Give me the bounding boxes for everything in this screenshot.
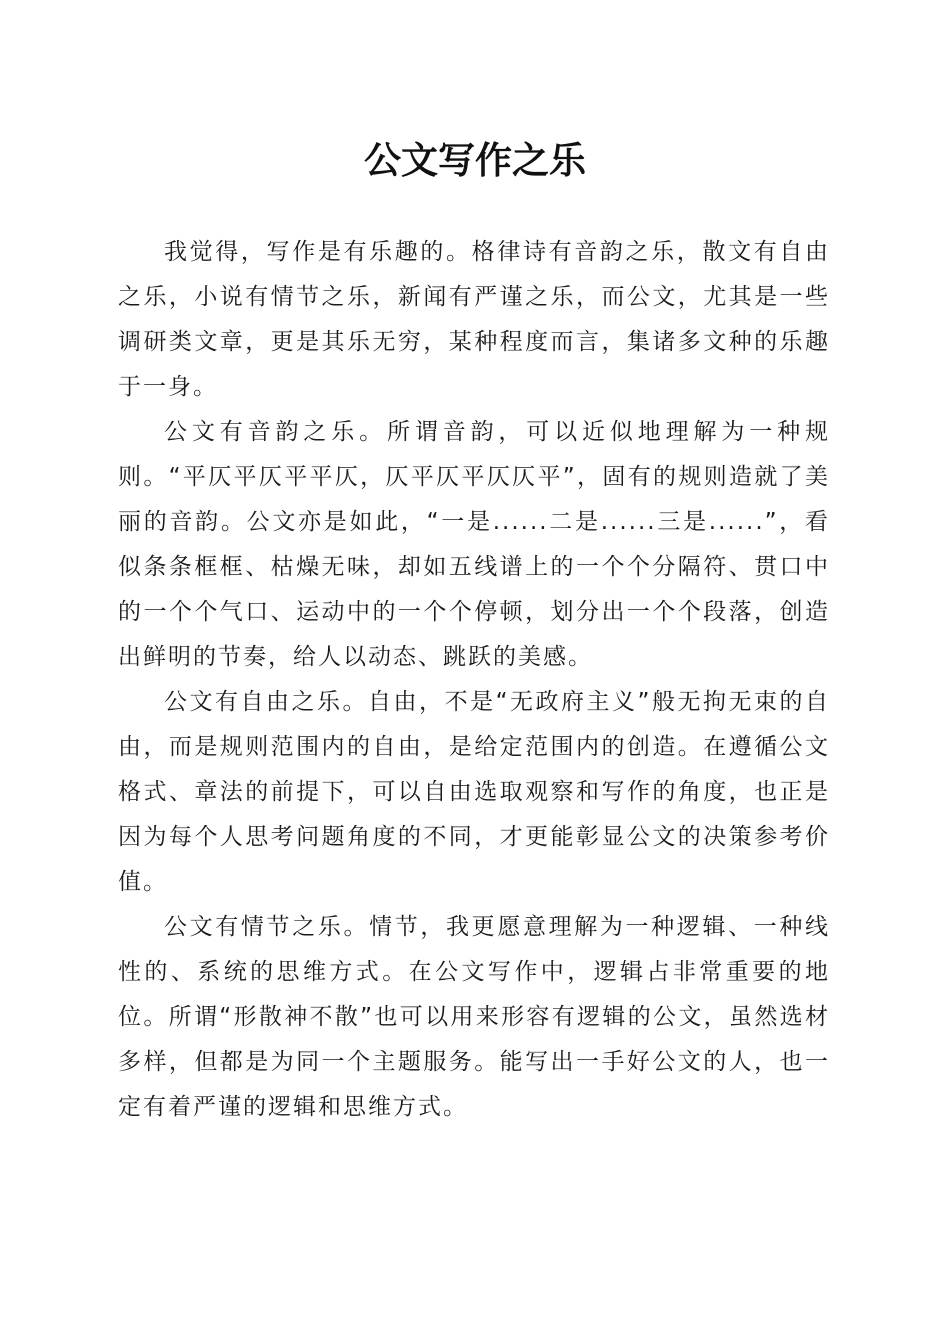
paragraph-2: 公文有音韵之乐。所谓音韵，可以近似地理解为一种规则。“平仄平仄平平仄，仄平仄平仄仄平”，固有的规则造就了美丽的音韵。公文亦是如此，“一是......二是......三是......”，看似条条框框、枯燥无味，却如五线谱上的一个个分隔符、贯口中的一个个气口、运动中的一个个停顿，划分出一个个段落，创造出鲜明的节奏，给人以动态、跳跃的美感。 <box>118 419 830 670</box>
document-title: 公文写作之乐 <box>364 138 586 182</box>
paragraph-1: 我觉得，写作是有乐趣的。格律诗有音韵之乐，散文有自由之乐，小说有情节之乐，新闻有严谨之乐，而公文，尤其是一些调研类文章，更是其乐无穷，某种程度而言，集诸多文种的乐趣于一身。 <box>118 239 830 400</box>
paragraph-4: 公文有情节之乐。情节，我更愿意理解为一种逻辑、一种线性的、系统的思维方式。在公文写作中，逻辑占非常重要的地位。所谓“形散神不散”也可以用来形容有逻辑的公文，虽然选材多样，但都是为同一个主题服务。能写出一手好公文的人，也一定有着严谨的逻辑和思维方式。 <box>118 914 830 1120</box>
paragraph-3: 公文有自由之乐。自由，不是“无政府主义”般无拘无束的自由，而是规则范围内的自由，是给定范围内的创造。在遵循公文格式、章法的前提下，可以自由选取观察和写作的角度，也正是因为每个人思考问题角度的不同，才更能彰显公文的决策参考价值。 <box>118 689 830 895</box>
document-body <box>118 230 830 1130</box>
